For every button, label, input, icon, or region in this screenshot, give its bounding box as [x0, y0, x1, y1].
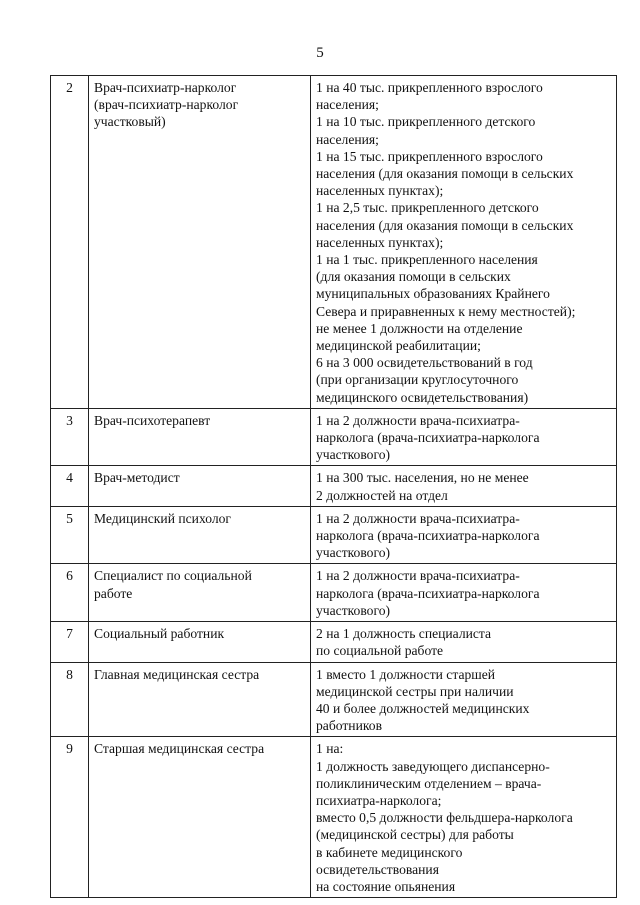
row-number-cell [51, 466, 89, 506]
staffing-norm-line: 1 на 40 тыс. прикрепленного взрослого [316, 80, 543, 95]
staffing-norm-line: 1 должность заведующего диспансерно- [316, 758, 550, 774]
row-number-cell [51, 76, 89, 409]
staffing-norm-line: (при организации круглосуточного [316, 372, 519, 388]
staffing-norm-line: (медицинской сестры) для работы [316, 827, 514, 843]
row-number-cell [51, 506, 89, 564]
staffing-norm-line: Севера и приравненных к нему местностей); [316, 303, 576, 319]
staffing-norm-line: 1 на: [316, 741, 344, 757]
staffing-norm-line: нарколога (врача-психиатра-нарколога [316, 585, 540, 601]
staffing-norm-line: участкового) [316, 602, 391, 618]
position-name-line: Врач-методист [94, 470, 180, 486]
staffing-norm-line: муниципальных образованиях Крайнего [316, 286, 550, 302]
row-number-cell [51, 408, 89, 466]
staffing-norm-cell [311, 408, 617, 466]
position-name-line: участковый) [94, 114, 166, 130]
staffing-norm-line: нарколога (врача-психиатра-нарколога [316, 430, 540, 446]
position-cell [89, 622, 311, 662]
row-number-cell [51, 622, 89, 662]
row-number: 5 [66, 510, 73, 526]
table-row [51, 466, 617, 506]
row-number: 7 [66, 626, 73, 642]
staffing-norm-line: населения (для оказания помощи в сельских [316, 217, 574, 233]
row-number-cell [51, 564, 89, 622]
staffing-norm-line: населенных пунктах); [316, 183, 444, 199]
table-body [51, 76, 617, 898]
position-name-line: работе [94, 585, 133, 601]
position-cell [89, 76, 311, 409]
staffing-norm-line: поликлиническим отделением – врача- [316, 775, 542, 791]
position-name-line: Специалист по социальной [94, 568, 252, 584]
staffing-norms-table [50, 75, 617, 898]
position-name-line: (врач-психиатр-нарколог [94, 97, 239, 113]
staffing-norm-line: 1 на 2,5 тыс. прикрепленного детского [316, 200, 539, 216]
table-row [51, 76, 617, 409]
staffing-norm-line: 2 должностей на отдел [316, 487, 448, 503]
position-cell [89, 408, 311, 466]
staffing-norm-line: освидетельствования [316, 861, 439, 877]
table-row [51, 408, 617, 466]
position-cell [89, 506, 311, 564]
staffing-norm-cell [311, 737, 617, 898]
staffing-norm-line: 1 на 2 должности врача-психиатра- [316, 510, 520, 526]
staffing-norm-line: 1 вместо 1 должности старшей [316, 666, 496, 682]
staffing-norm-line: населения; [316, 131, 379, 147]
staffing-norm-cell [311, 662, 617, 737]
staffing-norm-line: вместо 0,5 должности фельдшера-нарколога [316, 810, 573, 826]
staffing-norm-line: работников [316, 718, 382, 734]
row-number: 8 [66, 666, 73, 682]
row-number: 4 [66, 470, 73, 486]
row-number: 3 [66, 412, 73, 428]
position-cell [89, 564, 311, 622]
row-number-cell [51, 737, 89, 898]
staffing-norm-line: (для оказания помощи в сельских [316, 269, 511, 285]
staffing-norm-line: 40 и более должностей медицинских [316, 700, 530, 716]
staffing-norm-line: по социальной работе [316, 643, 444, 659]
staffing-norm-line: медицинской сестры при наличии [316, 683, 514, 699]
staffing-norm-line: участкового) [316, 545, 391, 561]
position-name-line: Врач-психиатр-нарколог [94, 80, 237, 95]
position-name-line: Главная медицинская сестра [94, 666, 260, 682]
staffing-norm-line: нарколога (врача-психиатра-нарколога [316, 528, 540, 544]
staffing-norm-line: 1 на 2 должности врача-психиатра- [316, 568, 520, 584]
staffing-norm-line: медицинского освидетельствования) [316, 389, 529, 405]
staffing-norm-cell [311, 466, 617, 506]
row-number-cell [51, 662, 89, 737]
staffing-norm-line: 1 на 300 тыс. населения, но не менее [316, 470, 529, 486]
page-number: 5 [316, 45, 324, 61]
staffing-norm-line: на состояние опьянения [316, 878, 456, 894]
staffing-norm-line: психиатра-нарколога; [316, 792, 442, 808]
staffing-norm-line: 2 на 1 должность специалиста [316, 626, 492, 642]
staffing-norm-line: 1 на 1 тыс. прикрепленного населения [316, 252, 538, 268]
position-name-line: Социальный работник [94, 626, 225, 642]
staffing-norm-line: населения (для оказания помощи в сельских [316, 166, 574, 182]
table-row [51, 737, 617, 898]
table-row [51, 506, 617, 564]
staffing-norm-line: населенных пунктах); [316, 234, 444, 250]
staffing-norm-line: населения; [316, 97, 379, 113]
staffing-norm-line: не менее 1 должности на отделение [316, 320, 523, 336]
staffing-norm-cell [311, 564, 617, 622]
staffing-norm-cell [311, 506, 617, 564]
position-cell [89, 662, 311, 737]
staffing-norm-line: 1 на 15 тыс. прикрепленного взрослого [316, 148, 543, 164]
position-name-line: Медицинский психолог [94, 510, 231, 526]
position-cell [89, 466, 311, 506]
table-row [51, 662, 617, 737]
position-cell [89, 737, 311, 898]
staffing-norm-line: 1 на 10 тыс. прикрепленного детского [316, 114, 536, 130]
staffing-norm-line: 6 на 3 000 освидетельствований в год [316, 355, 533, 371]
row-number: 9 [66, 741, 73, 757]
staffing-norm-line: участкового) [316, 447, 391, 463]
row-number: 2 [66, 80, 73, 95]
table-row [51, 622, 617, 662]
position-name-line: Врач-психотерапевт [94, 412, 211, 428]
position-name-line: Старшая медицинская сестра [94, 741, 265, 757]
staffing-norm-line: 1 на 2 должности врача-психиатра- [316, 412, 520, 428]
table-row [51, 564, 617, 622]
row-number: 6 [66, 568, 73, 584]
staffing-norm-cell [311, 622, 617, 662]
staffing-norm-line: медицинской реабилитации; [316, 338, 481, 354]
staffing-norm-cell [311, 76, 617, 409]
staffing-norm-line: в кабинете медицинского [316, 844, 463, 860]
